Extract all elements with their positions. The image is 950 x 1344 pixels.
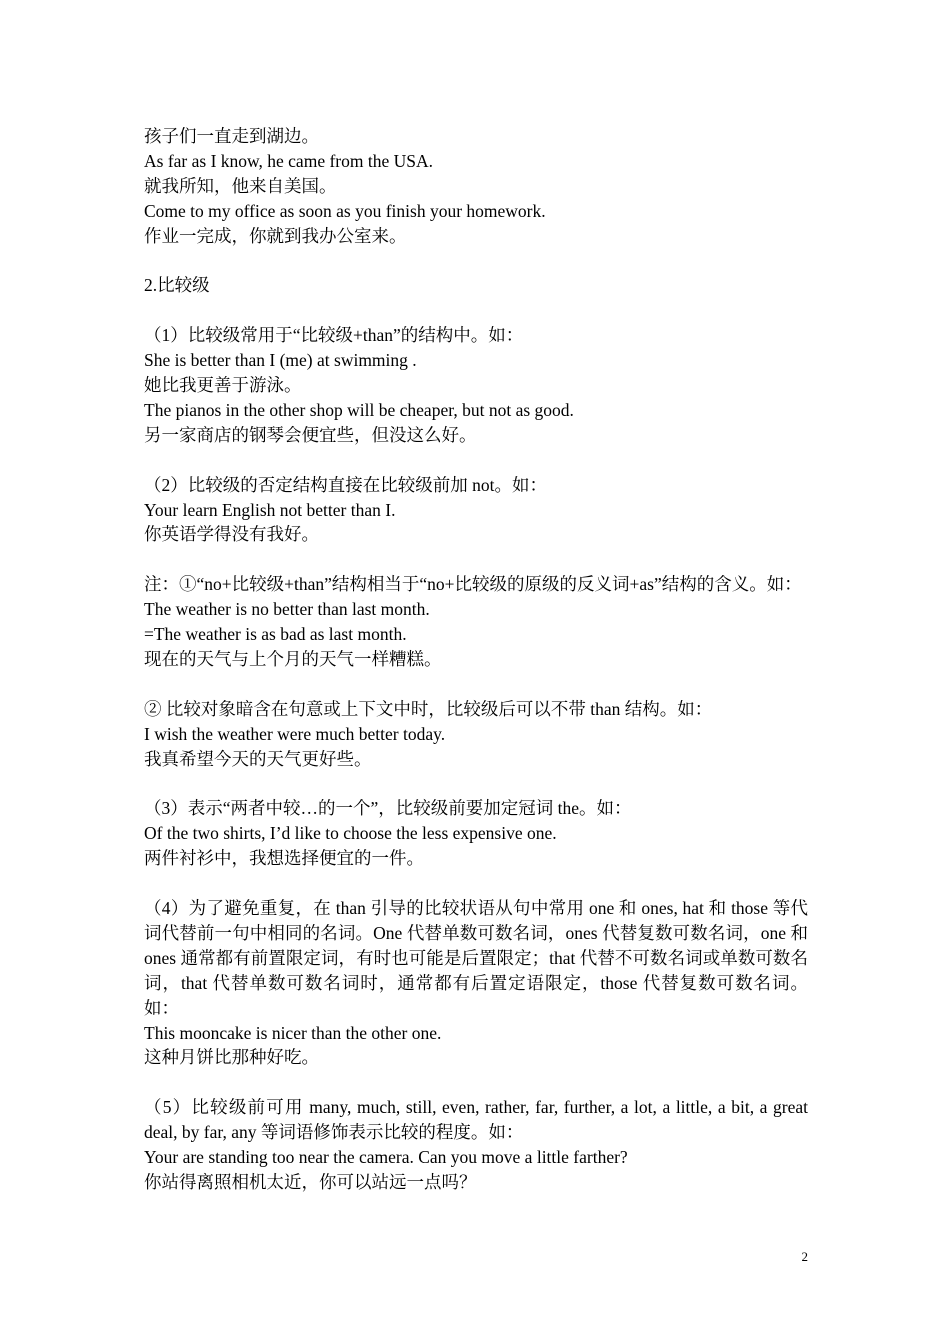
- text-line: 另一家商店的钢琴会便宜些，但没这么好。: [144, 424, 477, 445]
- rule-paragraph: （4）为了避免重复，在 than 引导的比较状语从句中常用 one 和 ones, hat 和 those 等代词代替前一句中相同的名词。One 代替单数可数名词，ones 代替复数可数名词，one 和 ones 通常都有前置限定词，有时也可能是后置限定；that 代替不可数名词或单数可数名词，that 代替单数可数名词时，通常都有后置定语限定，those 代替复数可数名词。如：: [144, 897, 808, 1018]
- text-line: Come to my office as soon as you finish your homework.: [144, 200, 546, 221]
- text-line: 她比我更善于游泳。: [144, 375, 302, 396]
- rule-heading: （1）比较级常用于“比较级+than”的结构中。如：: [144, 325, 524, 346]
- text-line: She is better than I (me) at swimming .: [144, 350, 417, 371]
- text-line: The weather is no better than last month.: [144, 599, 430, 620]
- text-line: Your are standing too near the camera. Can you move a little farther?: [144, 1147, 628, 1168]
- rule-heading: （3）表示“两者中较…的一个”，比较级前要加定冠词 the。如：: [144, 798, 632, 819]
- page-number: 2: [801, 1249, 808, 1264]
- note-paragraph: 注：①“no+比较级+than”结构相当于“no+比较级的原级的反义词+as”结构的含义。如：: [144, 574, 802, 595]
- text-line: 这种月饼比那种好吃。: [144, 1047, 319, 1068]
- text-line: Of the two shirts, I’d like to choose the less expensive one.: [144, 823, 557, 844]
- text-line: 就我所知，他来自美国。: [144, 175, 337, 196]
- blank-line: [144, 672, 808, 697]
- text-line: 我真希望今天的天气更好些。: [144, 748, 372, 769]
- rule-paragraph: （5）比较级前可用 many, much, still, even, rather, far, further, a lot, a little, a bit, a great deal, by far, any 等词语修饰表示比较的程度。如：: [144, 1097, 808, 1143]
- text-line: I wish the weather were much better today.: [144, 723, 446, 744]
- blank-line: [144, 547, 808, 572]
- text-line: 两件衬衫中，我想选择便宜的一件。: [144, 848, 424, 869]
- blank-line: [144, 871, 808, 896]
- blank-line: [144, 1070, 808, 1095]
- document-body: [144, 124, 808, 1195]
- text-line: Your learn English not better than I.: [144, 499, 396, 520]
- text-line: This mooncake is nicer than the other one.: [144, 1022, 442, 1043]
- text-line: 孩子们一直走到湖边。: [144, 126, 319, 146]
- blank-line: [144, 771, 808, 796]
- blank-line: [144, 448, 808, 473]
- section-heading: 2.比较级: [144, 275, 210, 296]
- text-line: The pianos in the other shop will be cheaper, but not as good.: [144, 399, 574, 420]
- note-line: ② 比较对象暗含在句意或上下文中时，比较级后可以不带 than 结构。如：: [144, 698, 713, 719]
- text-line: As far as I know, he came from the USA.: [144, 150, 433, 171]
- text-line: 作业一完成，你就到我办公室来。: [144, 225, 407, 246]
- text-line: 你英语学得没有我好。: [144, 524, 319, 545]
- rule-heading: （2）比较级的否定结构直接在比较级前加 not。如：: [144, 474, 547, 495]
- blank-line: [144, 249, 808, 274]
- text-line: =The weather is as bad as last month.: [144, 624, 407, 645]
- text-line: 现在的天气与上个月的天气一样糟糕。: [144, 648, 442, 669]
- text-line: 你站得离照相机太近，你可以站远一点吗？: [144, 1171, 477, 1192]
- blank-line: [144, 298, 808, 323]
